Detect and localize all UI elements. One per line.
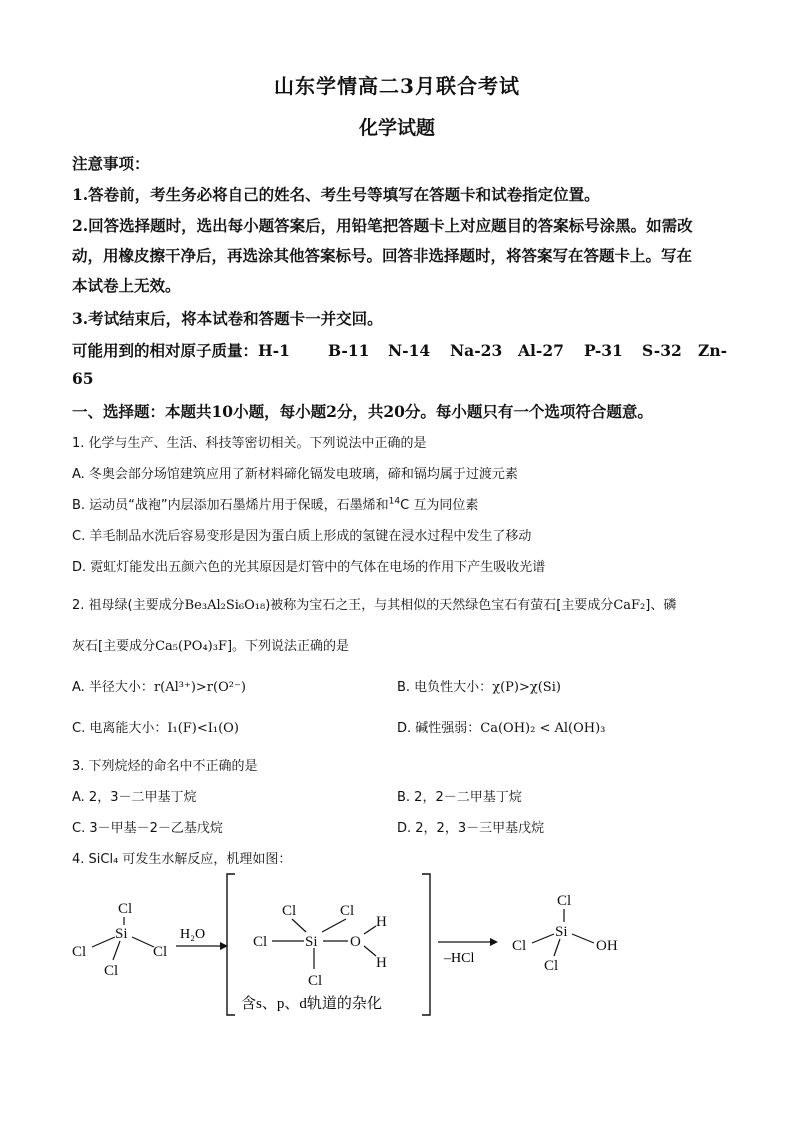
q3-option-d: D. 2，2，3－三甲基戊烷 (397, 821, 545, 836)
notice-item-3: 3.考试结束后，将本试卷和答题卡一并交回。 (72, 309, 383, 328)
atom-label: Si (115, 926, 128, 942)
q1-option-a: A. 冬奥会部分场馆建筑应用了新材料碲化镉发电玻璃，碲和镉均属于过渡元素 (72, 467, 518, 482)
atom-label: Si (305, 934, 318, 950)
q2-option-b-label: B. 电负性大小： (397, 680, 493, 695)
atom-label: Cl (340, 903, 355, 919)
q2-option-c (72, 717, 239, 736)
q1-stem: 1. 化学与生产、生活、科技等密切相关。下列说法中正确的是 (72, 436, 427, 451)
bond (364, 926, 376, 934)
formula-apatite: Ca₅(PO₄)₃F (155, 639, 227, 654)
q3-option-a: A. 2，3－二甲基丁烷 (72, 790, 197, 805)
atomic-mass-item: P-31 (584, 341, 623, 360)
atom-label: Cl (253, 934, 268, 950)
sicl4-hydrolysis-mechanism (60, 870, 740, 1030)
atomic-mass-item: B-11 (328, 341, 370, 360)
q4-stem: 4. SiCl₄ 可发生水解反应，机理如图： (72, 852, 292, 867)
q2-option-d (397, 717, 605, 736)
notice-item-1: 1.答卷前，考生务必将自己的姓名、考生号等填写在答题卡和试卷指定位置。 (72, 185, 600, 204)
atom-label: Cl (544, 958, 559, 974)
q2-stem-line-1 (72, 594, 676, 613)
q2-text: ]。下列说法正确的是 (226, 639, 350, 654)
hybridization-caption: 含s、p、d轨道的杂化 (241, 996, 382, 1012)
atomic-mass-item: Zn- (698, 341, 728, 360)
atom-label: Cl (557, 893, 572, 909)
q2-option-d-expr: Ca(OH)₂ < Al(OH)₃ (480, 721, 606, 736)
bond (322, 919, 346, 932)
q2-option-c-label: C. 电离能大小： (72, 721, 168, 736)
bond (92, 937, 115, 947)
q2-option-d-label: D. 碱性强弱： (397, 721, 481, 736)
atomic-mass-wrap: 65 (72, 369, 94, 388)
notice-item-2-line-2: 动，用橡皮擦干净后，再选涂其他答案标号。回答非选择题时，将答案写在答题卡上。写在 (72, 246, 693, 265)
bond (554, 939, 560, 956)
notice-heading: 注意事项： (72, 154, 150, 173)
q2-text: )被称为宝石之王，与其相似的天然绿色宝石有萤石[主要成分 (265, 598, 614, 613)
atomic-mass-item: S-32 (642, 341, 682, 360)
atom-label: Cl (104, 963, 119, 979)
q1-option-b-post: C 互为同位素 (400, 498, 479, 513)
q2-option-a-expr: r(Al³⁺)>r(O²⁻) (153, 680, 246, 695)
atomic-mass-item: N-14 (388, 341, 431, 360)
bond (572, 934, 594, 943)
bond (364, 946, 376, 956)
q1-option-b (72, 494, 478, 513)
atom-label: OH (596, 938, 618, 954)
section-1-heading: 一、选择题：本题共10小题，每小题2分，共20分。每小题只有一个选项符合题意。 (72, 402, 653, 421)
q2-option-a (72, 676, 246, 695)
q2-option-b-expr: χ(P)>χ(Si) (492, 680, 561, 695)
isotope-mass-number: 14 (388, 496, 401, 507)
right-bracket (422, 874, 430, 1015)
bond (532, 934, 554, 943)
atom-label: Cl (308, 973, 323, 989)
atomic-mass-item: H-1 (258, 341, 290, 360)
formula-fluorite: CaF₂ (613, 598, 646, 613)
atom-label: Cl (118, 901, 133, 917)
q3-stem: 3. 下列烷烃的命名中不正确的是 (72, 759, 258, 774)
notice-item-2-line-1: 2.回答选择题时，选出每小题答案后，用铅笔把答题卡上对应题目的答案标号涂黑。如需改 (72, 216, 693, 235)
left-bracket (227, 874, 235, 1015)
q2-stem-line-2 (72, 635, 349, 654)
atom-label: Si (555, 924, 568, 940)
q2-text: 2. 祖母绿(主要成分 (72, 598, 185, 613)
q1-option-d: D. 霓虹灯能发出五颜六色的光其原因是灯管中的气体在电场的作用下产生吸收光谱 (72, 560, 546, 575)
bond (292, 919, 306, 932)
bond (132, 937, 154, 947)
atomic-mass-line (72, 339, 727, 361)
formula-beryl: Be₃Al₂Si₆O₁₈ (184, 598, 266, 613)
exam-title: 山东学情高二3月联合考试 (274, 74, 520, 98)
atom-label: Cl (72, 944, 87, 960)
atom-label: Cl (282, 903, 297, 919)
q1-option-b-pre: B. 运动员“战袍”内层添加石墨烯片用于保暖，石墨烯和 (72, 498, 389, 513)
q1-option-c: C. 羊毛制品水洗后容易变形是因为蛋白质上形成的氢键在浸水过程中发生了移动 (72, 529, 532, 544)
atom-label: O (350, 934, 361, 950)
atom-label: H (376, 914, 387, 930)
atom-label: H (376, 955, 387, 971)
bond (113, 941, 120, 960)
q3-option-b: B. 2，2－二甲基丁烷 (397, 790, 522, 805)
atomic-mass-item: Na-23 (450, 341, 503, 360)
q2-option-b (397, 676, 561, 695)
q2-text: 灰石[主要成分 (72, 639, 156, 654)
exam-subtitle: 化学试题 (358, 117, 435, 139)
arrow-head (490, 938, 498, 946)
q2-option-a-label: A. 半径大小： (72, 680, 154, 695)
q3-option-c: C. 3－甲基－2－乙基戊烷 (72, 821, 223, 836)
atomic-mass-label: 可能用到的相对原子质量： (72, 341, 259, 360)
reagent-label: H₂O (180, 927, 206, 942)
byproduct-label: –HCl (444, 951, 475, 966)
atom-label: Cl (153, 944, 168, 960)
atomic-mass-item: Al-27 (518, 341, 564, 360)
atom-label: Cl (512, 938, 527, 954)
notice-item-2-line-3: 本试卷上无效。 (72, 276, 181, 295)
q2-option-c-expr: I₁(F)<I₁(O) (167, 721, 239, 736)
q2-text: ]、磷 (645, 598, 677, 613)
